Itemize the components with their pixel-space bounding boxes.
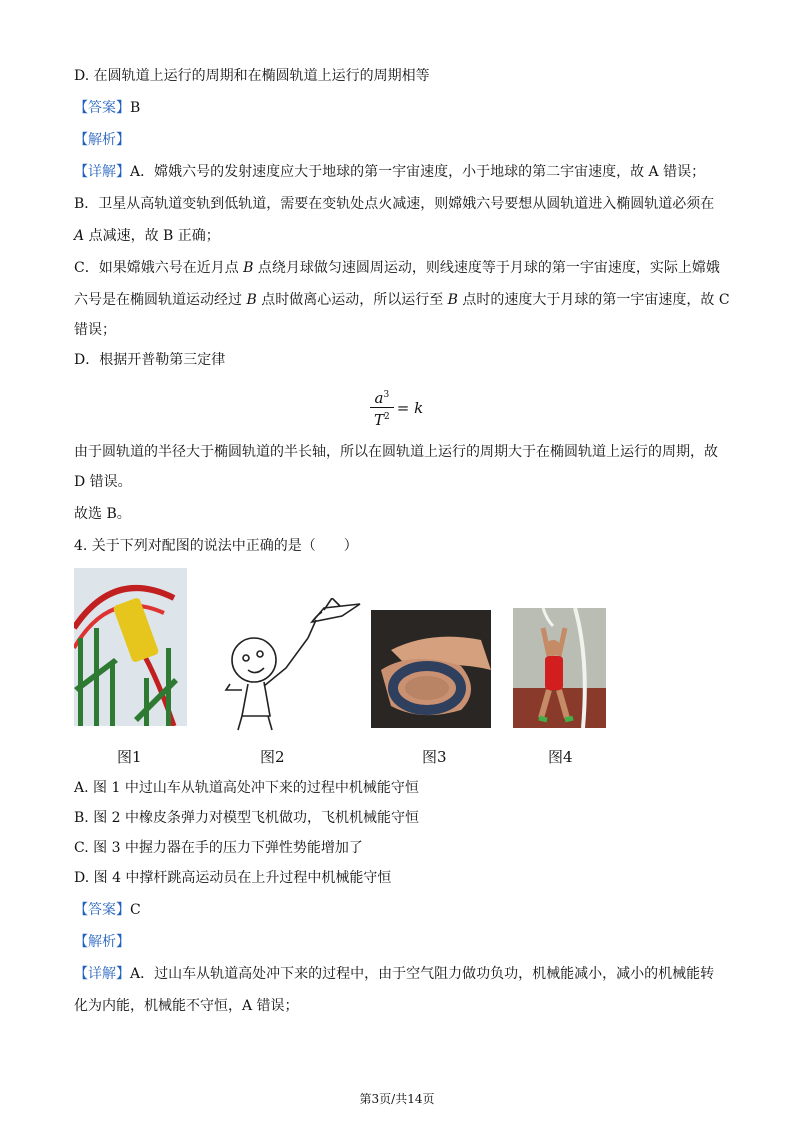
var-b: B <box>243 260 254 276</box>
detail-b-line1: B．卫星从高轨道变轨到低轨道，需要在变轨处点火减速，则嫦娥六号要想从圆轨道进入椭圆轨道必须在 <box>74 196 715 212</box>
formula-var: a <box>374 389 384 407</box>
detail-d-line1: D．根据开普勒第三定律 <box>74 352 226 368</box>
caption-fig3: 图3 <box>422 748 447 766</box>
text: 六号是在椭圆轨道运动经过 <box>74 292 247 308</box>
answer-value: B <box>130 100 141 116</box>
page-footer: 第3页/共14页 <box>359 1092 435 1106</box>
answer-value: C <box>130 902 141 918</box>
caption-fig1: 图1 <box>117 748 142 766</box>
var-b: B <box>246 292 257 308</box>
roller-coaster-image <box>74 568 187 726</box>
var-a: A <box>74 228 85 244</box>
answer-tag: 【答案】 <box>74 902 130 918</box>
formula-rhs: = k <box>396 398 424 417</box>
answer-2 <box>74 900 141 920</box>
option-a: A. 图 1 中过山车从轨道高处冲下来的过程中机械能守恒 <box>74 780 419 796</box>
answer-tag: 【答案】 <box>74 100 130 116</box>
detail-c-line3: 错误； <box>74 322 116 338</box>
caption-fig2: 图2 <box>260 748 285 766</box>
detail-c-line2 <box>74 290 730 310</box>
model-plane-cartoon <box>212 598 380 734</box>
text: 点时做离心运动，所以运行至 <box>256 292 448 308</box>
detail-text: A．嫦娥六号的发射速度应大于地球的第一宇宙速度，小于地球的第二宇宙速度，故 A 错误； <box>130 164 706 180</box>
detail-text: A．过山车从轨道高处冲下来的过程中，由于空气阻力做功负功，机械能减小，减小的机械能转 <box>130 966 715 982</box>
selection: 故选 B。 <box>74 506 131 522</box>
analysis-tag-2: 【解析】 <box>74 934 130 950</box>
kepler-formula <box>370 386 423 429</box>
option-c: C. 图 3 中握力器在手的压力下弹性势能增加了 <box>74 840 363 856</box>
option-d: D. 图 4 中撑杆跳高运动员在上升过程中机械能守恒 <box>74 870 392 886</box>
option-b: B. 图 2 中橡皮条弹力对模型飞机做功，飞机机械能守恒 <box>74 810 419 826</box>
text: C．如果嫦娥六号在近月点 <box>74 260 244 276</box>
detail-2-line2: 化为内能，机械能不守恒，A 错误； <box>74 998 299 1014</box>
formula-exp: 3 <box>383 390 390 400</box>
detail-tag: 【详解】 <box>74 966 130 982</box>
detail-1 <box>74 162 705 182</box>
text: 点时的速度大于月球的第一宇宙速度，故 C <box>457 292 730 308</box>
formula-exp: 2 <box>384 412 390 422</box>
var-b: B <box>447 292 458 308</box>
detail-c-line1 <box>74 258 720 278</box>
caption-fig4: 图4 <box>548 748 573 766</box>
text: 点绕月球做匀速圆周运动，则线速度等于月球的第一宇宙速度，实际上嫦娥 <box>253 260 720 276</box>
formula-var: T <box>374 411 385 429</box>
question-4: 4. 关于下列对配图的说法中正确的是（ ） <box>74 538 358 554</box>
detail-b-line2 <box>74 226 220 246</box>
detail-tag: 【详解】 <box>74 164 130 180</box>
detail-d-line3: D 错误。 <box>74 474 132 490</box>
detail-2 <box>74 964 714 984</box>
text: 点减速，故 B 正确； <box>84 228 220 244</box>
line-option-d-prev: D. 在圆轨道上运行的周期和在椭圆轨道上运行的周期相等 <box>74 68 430 84</box>
analysis-tag-1: 【解析】 <box>74 132 130 148</box>
hand-grip-image <box>371 610 491 728</box>
answer-1 <box>74 98 140 118</box>
pole-vault-image <box>513 608 606 728</box>
detail-d-line2: 由于圆轨道的半径大于椭圆轨道的半长轴，所以在圆轨道上运行的周期大于在椭圆轨道上运行的周期，故 <box>74 444 718 460</box>
